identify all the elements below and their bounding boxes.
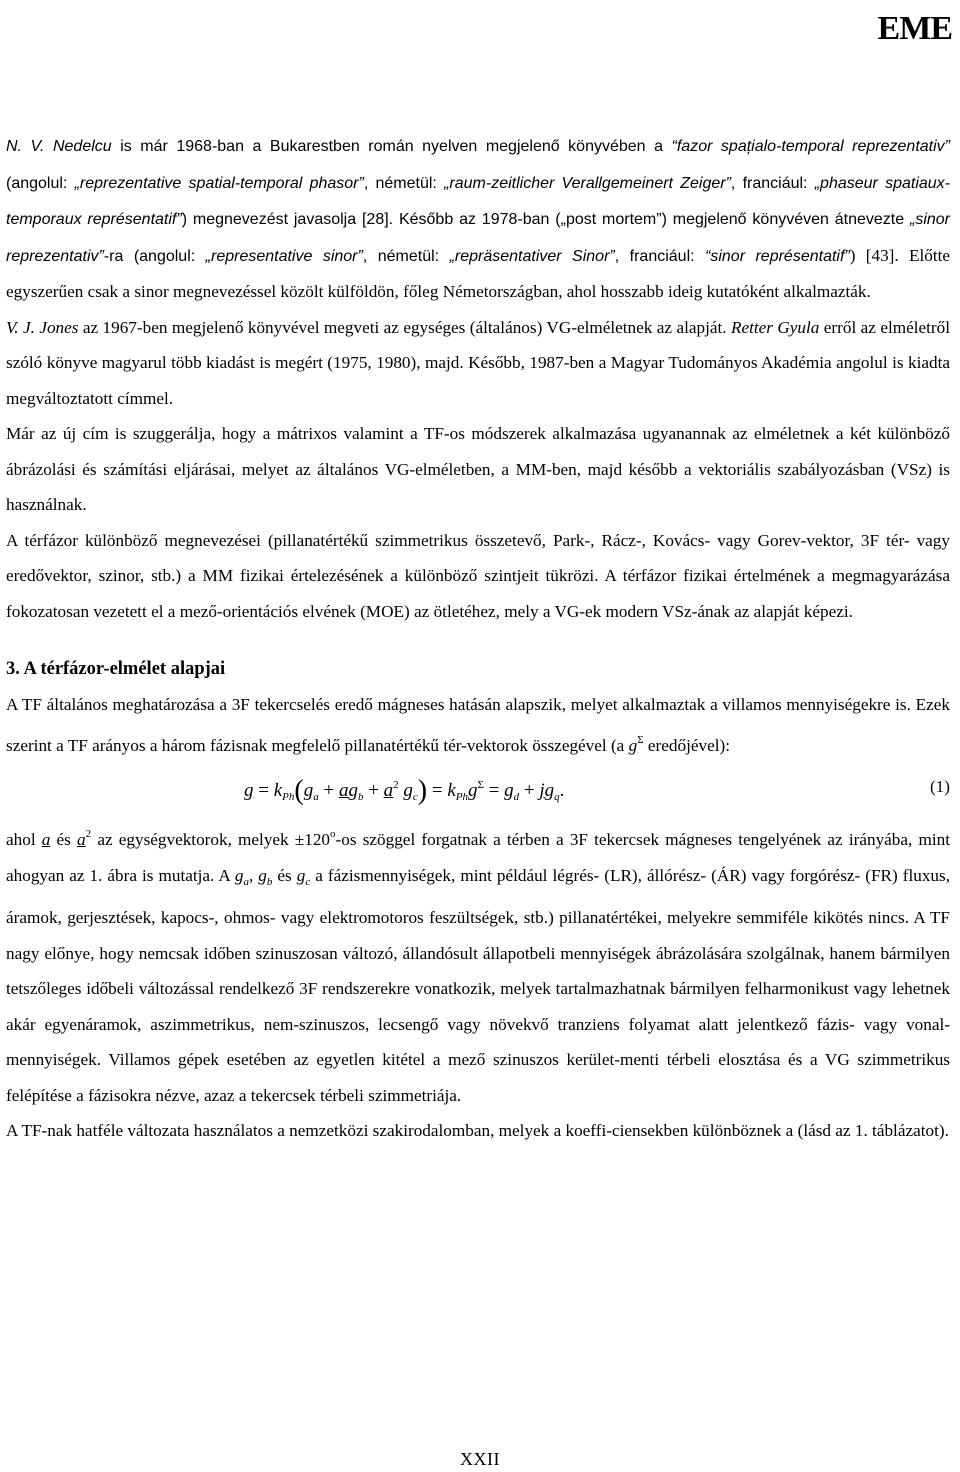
author-name: V. J. Jones [6,317,79,337]
paragraph-unit-vectors: ahol a és $a^2$ az egységvektorok, melyek $\pm 120^o-os$ szöggel forgatnak a térben a 3F tekercsek mágneses tengelyének az irányába, mint ahogyan az 1. ábra is mutatja. A $g_a$, $g_b$ és $g_c$ a fázismennyiségek, mint például légrés- (LR), állórész- (ÁR) vagy forgórész- (FR) fluxus, áramok, gerjesztések, kapocs-, ohmos- vagy elektromotoros feszültségek, stb.) pillanatértékei, melyekre semmiféle kikötés nincs. A TF nagy előnye, hogy nemcsak időben szinuszosan változó, állandósult állapotbeli mennyiségek ábrázolására szolgálnak, hanem bármilyen tetszőleges időbeli változással rendelkező 3F rendszerekre vonatkozik, melyek tartalmazhatnak bármilyen felharmonikust vagy lehetnek akár egyenáramok, aszimmetrikus, nem-szinuszos, lecsengő vagy növekvő tranziens folyamat alatt jelentkező fázis- vagy vonal-mennyiségek. Villamos gépek esetében az egyetlen kitétel a mező szinuszos kerület-menti térbeli elosztása és a VG szimmetrikus felépítése a fázisokra nézve, azaz a tekercsek térbeli szimmetriája. [6,828,951,1105]
author-name: Retter Gyula [730,317,820,337]
paragraph-definition: A TF általános meghatározása a 3F tekercselés eredő mágneses hatásán alapszik, melyet alkalmaztak a villamos mennyiségekre is. Ezek szerint a TF arányos a három fázisnak megfelelő pillanatértékű tér-vektorok összegével (a $g^\Sigma$ eredőjével): [6,695,950,755]
section-heading: 3. A térfázor-elmélet alapjai [6,659,226,679]
paragraph-jones: V. J. Jones az 1967-ben megjelenő könyvével megveti az egységes (általános) VG-elméletnek az alapját. Retter Gyula erről az elméletről szóló könyve magyarul több kiadást is megért (1975, 1980), majd. Később, 1987-ben a Magyar Tudományos Akadémia angolul is kiadta megváltoztatott címmel. [6,317,951,408]
page-number: XXII [460,1449,500,1469]
equation-body: $g = k_{Ph}(g_a + ag_b + a^2$ $g_c) = k_{Ph}g^\Sigma = g_d + jg_q$. [244,775,565,806]
document-body [6,128,950,1149]
math-symbol: g [628,735,638,755]
eme-logo: EME [877,10,952,47]
paragraph-names: A térfázor különböző megnevezései (pillanatértékű szimmetrikus összetevő, Park-, Rácz-, Kovács- vagy Gorev-vektor, 3F tér- vagy eredővektor, szinor, stb.) a MM fizikai értelezésének a különböző szintjeit tükrözi. A térfázor fizikai értelmének a megmagyarázása fokozatosan vezetett el a mező-orientációs elvének (MOE) az ötletéhez, mely a VG-ek modern VSz-ának az alapját képezi. [6,530,950,621]
paragraph-nedelcu: N. V. Nedelcu is már 1968-ban a Bukarestben román nyelven megjelenő könyvében a “fazor spațialo-temporal reprezentativ” (angolul: „reprezentative spatial-temporal phasor”, németül: „raum-zeitlicher Verallgemeinert Zeiger”, franciául: „phaseur spatiaux-temporaux représentatif”) megnevezést javasolja [28]. Később az 1978-ban („post mortem”) megjelenő könyvéven átnevezte „sinor reprezentativ”-ra (angolul: „representative sinor”, németül: „repräsentativer Sinor”, franciául: “sinor représentatif”) [43]. Előtte egyszerűen csak a sinor megnevezéssel közölt külföldön, főleg Németországban, ahol hosszabb ideig kutatóként alkalmazták. [6,138,951,301]
paragraph-title-meaning: Már az új cím is szuggerálja, hogy a mátrixos valamint a TF-os módszerek alkalmazása ugyanannak az elméletnek a két különböző ábrázolási és számítási eljárásai, melyet az általános VG-elméletben, a MM-ben, majd később a vektoriális szabályozásban (VSz) is használnak. [6,424,950,514]
equation-number: (1) [929,777,950,796]
paragraph-variants: A TF-nak hatféle változata használatos a nemzetközi szakirodalomban, melyek a koeffi-ciensekben különböznek a (lásd az 1. táblázatot). [6,1121,949,1140]
author-name: N. V. Nedelcu [6,138,112,155]
equation-1 [6,763,950,817]
